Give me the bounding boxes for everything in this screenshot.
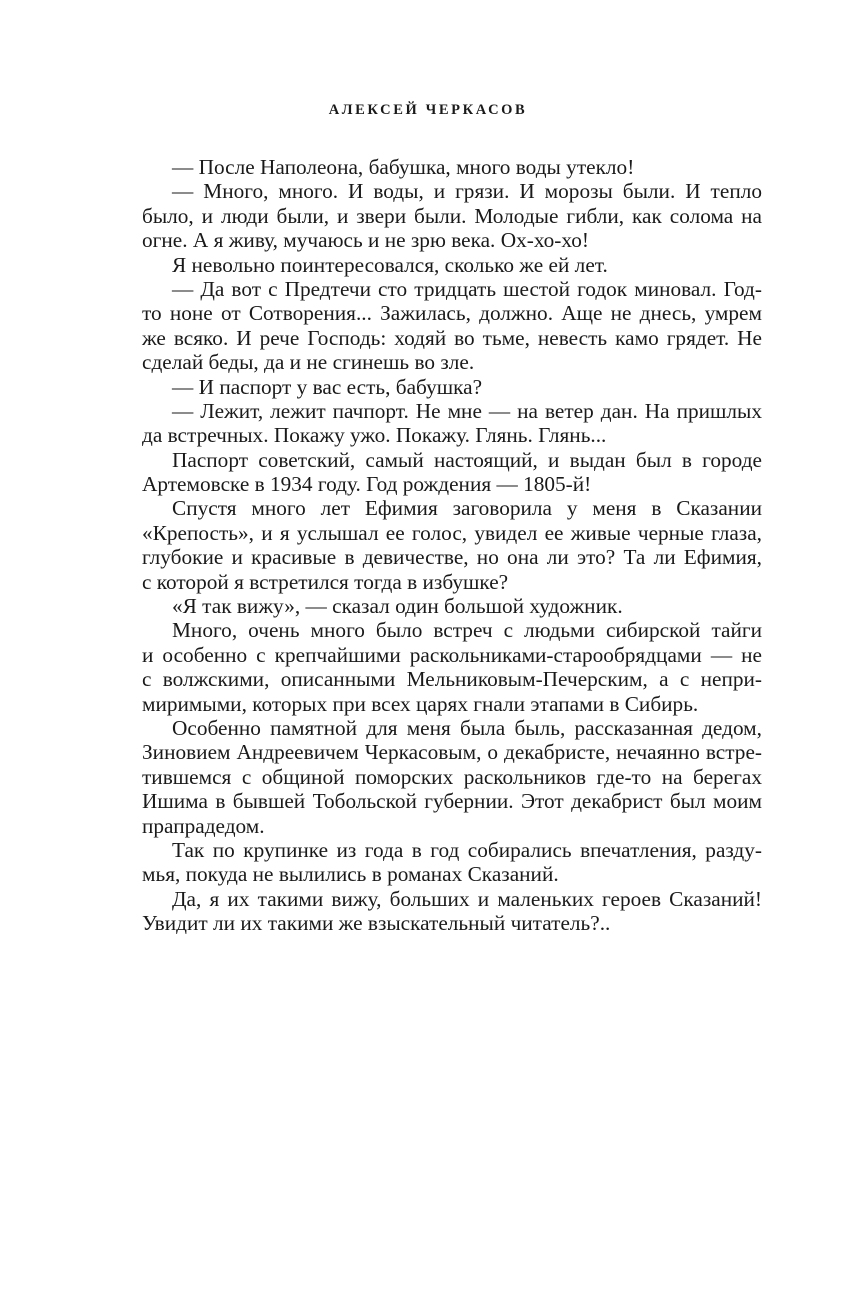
text-line: огне. А я живу, мучаюсь и не зрю века. Ох-хо-хо! [142,228,589,253]
text-line: прапрадедом. [142,813,265,838]
text-line: «Крепость», и я услышал ее голос, увидел ее живые черные глаза, [142,520,762,545]
text-line: Артемовске в 1934 году. Год рождения — 1805-й! [142,472,592,497]
text-line: Особенно памятной для меня была быль, рассказанная дедом, [172,715,762,740]
text-line: тившемся с общиной поморских раскольников где-то на берегах [142,764,762,789]
text-line: — Много, много. И воды, и грязи. И морозы были. И тепло [172,179,762,204]
text-line: Спустя много лет Ефимия заговорила у меня в Сказании [172,496,762,521]
text-line: — После Наполеона, бабушка, много воды утекло! [172,155,635,179]
text-line: Да, я их такими вижу, больших и маленьких героев Сказаний! [172,886,762,911]
text-line: да встречных. Покажу ужо. Покажу. Глянь. Глянь... [142,423,607,448]
page-body-text [142,155,762,936]
text-line: Зиновием Андреевичем Черкасовым, о декабристе, нечаянно встре- [142,740,762,765]
running-head-author: АЛЕКСЕЙ ЧЕРКАСОВ [328,102,528,118]
text-line: — Да вот с Предтечи сто тридцать шестой годок миновал. Год- [172,276,762,301]
text-line: Увидит ли их такими же взыскательный читатель?.. [142,911,611,936]
text-line: Ишима в бывшей Тобольской губернии. Этот декабрист был моим [142,789,762,814]
text-line: глубокие и красивые в девичестве, но она ли это? Та ли Ефимия, [142,545,762,570]
text-line: с которой я встретился тогда в избушке? [142,569,509,594]
text-line: — И паспорт у вас есть, бабушка? [172,374,483,399]
text-line: Я невольно поинтересовался, сколько же ей лет. [172,252,608,277]
text-line: то ноне от Сотворения... Зажилась, должно. Аще не днесь, умрем [142,301,762,326]
text-line: Много, очень много было встреч с людьми сибирской тайги [172,618,762,643]
text-line: же всяко. И рече Господь: ходяй во тьме, невесть камо грядет. Не [142,325,762,350]
text-line: и особенно с крепчайшими раскольниками-старообрядцами — не [142,642,762,667]
text-line: было, и люди были, и звери были. Молодые гибли, как солома на [142,203,762,228]
text-line: Так по крупинке из года в год собирались впечатления, разду- [172,837,762,862]
text-line: сделай беды, да и не сгинешь во зле. [142,350,475,375]
text-line: миримыми, которых при всех царях гнали этапами в Сибирь. [142,691,699,716]
text-line: с волжскими, описанными Мельниковым-Печерским, а с непри- [142,667,762,692]
text-line: — Лежит, лежит пачпорт. Не мне — на ветер дан. На пришлых [172,398,762,423]
text-line: «Я так вижу», — сказал один большой художник. [172,594,623,619]
text-line: Паспорт советский, самый настоящий, и выдан был в городе [172,447,762,472]
text-line: мья, покуда не вылились в романах Сказаний. [142,862,559,887]
